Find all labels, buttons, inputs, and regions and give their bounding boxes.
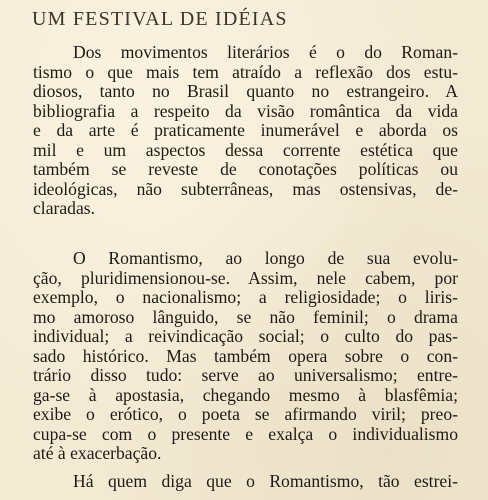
text-line: exibe o erótico, o poeta se afirmando viril; preo-	[33, 404, 458, 424]
text-line: ideológicas, não subterrâneas, mas ostensivas, de-	[33, 178, 458, 199]
text-line: individual; a reivindicação social; o culto do pas-	[33, 326, 458, 346]
text-line: cupa-se com o presente e exalça o individualismo	[33, 423, 458, 444]
text-line: e da arte é praticamente inumerável e aborda os	[33, 120, 458, 140]
text-line: Há quem diga que o Romantismo, tão estrei-	[73, 471, 458, 491]
paragraph-2	[33, 249, 458, 464]
text-line: diosos, tanto no Brasil quanto no estrangeiro. A	[33, 81, 458, 101]
text-line: ção, pluridimensionou-se. Assim, nele cabem, por	[33, 267, 458, 288]
text-line: trário disso tudo: serve ao universalismo; entre-	[33, 365, 458, 385]
text-line: bibliografia a respeito da visão romântica da vida	[33, 100, 458, 121]
text-line: também se reveste de conotações políticas ou	[33, 159, 458, 179]
text-line: até à exacerbação.	[33, 443, 162, 463]
text-line: mo amoroso lânguido, se não feminil; o drama	[33, 306, 458, 327]
text-line: mil e um aspectos dessa corrente estética que	[33, 139, 458, 160]
text-line: Dos movimentos literários é o do Roman-	[73, 42, 458, 62]
text-line: O Romantismo, ao longo de sua evolu-	[73, 248, 458, 268]
text-line: tismo o que mais tem atraído a reflexão dos estu-	[33, 61, 458, 82]
text-line: exemplo, o nacionalismo; a religiosidade; o liris-	[33, 287, 458, 307]
text-line: claradas.	[33, 198, 96, 218]
text-line: ga-se à apostasia, chegando mesmo à blasfêmia;	[33, 384, 458, 405]
paragraph-3	[33, 472, 458, 492]
paragraph-1	[33, 43, 458, 219]
chapter-heading: UM FESTIVAL DE IDÉIAS	[32, 8, 288, 30]
text-line: sado histórico. Mas também opera sobre o con-	[33, 345, 458, 366]
